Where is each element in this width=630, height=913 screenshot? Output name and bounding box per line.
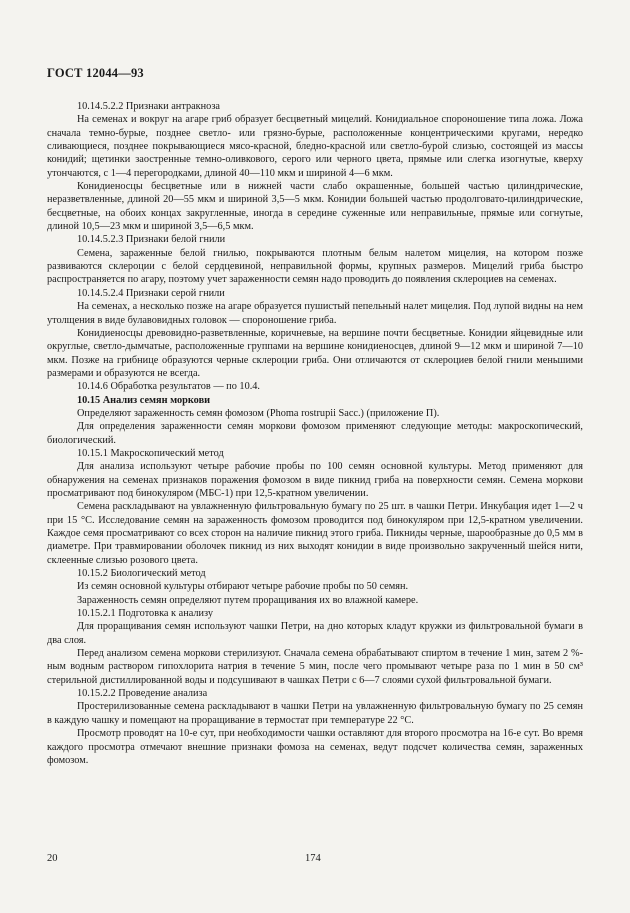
paragraph: 10.14.6 Обработка результатов — по 10.4. [77,381,261,393]
paragraph: Зараженность семян определяют путем проращивания их во влажной камере. [77,594,419,606]
paragraph: Конидиеносцы древовидно-разветвленные, коричневые, на вершине почти бесцветные. Конидии яйцевидные или округлые, светло-дымчатые, расположенные группами на вершине конидиеносцев, длиной 9—12 мкм и шириной 7—10 мкм. Позже на грибнице образуются черные склероции гриба. Они отличаются от склероциев белой гнили меньшими размерами и образуются не всегда. [47,327,583,379]
paragraph: 10.14.5.2.4 Признаки серой гнили [77,287,225,299]
section-heading: 10.15 Анализ семян моркови [77,394,211,406]
paragraph: Семена, зараженные белой гнилью, покрываются плотным белым налетом мицелия, на котором позже развиваются склероции с белой сердцевиной, неправильной формы, крупных размеров. Мицелий гриба быстро распространяется по агару, поэтому учет зараженности семян надо проводить до появления склероциев на семенах. [47,247,583,286]
paragraph: Для проращивания семян используют чашки Петри, на дно которых кладут кружки из фильтровальной бумаги в два слоя. [47,621,583,646]
paragraph: На семенах и вокруг на агаре гриб образует бесцветный мицелий. Конидиальное спороношение типа ложа. Ложа сначала темно-бурые, позднее светло- или грязно-бурые, расположенные концентрическими кругами, нередко сливающиеся, позднее покрывающиеся мясо-красной, бледно-красной или светло-бурой слизью, состоящей из массы конидий; щетинки заостренные темно-оливкового, серого или черного цвета, прямые или слегка изогнутые, кверху утончаются, с 1—4 перегородками, длиной 40—110 мкм и шириной 4—6 мкм. [47,114,583,179]
paragraph: Определяют зараженность семян фомозом (Phoma rostrupii Sacc.) (приложение П). [77,407,440,419]
paragraph: На семенах, а несколько позже на агаре образуется пушистый пепельный налет мицелия. Под лупой видны на нем утолщения в виде булавовидных головок — спороношение гриба. [47,301,583,326]
paragraph: 10.15.2 Биологический метод [77,568,206,580]
paragraph: Перед анализом семена моркови стерилизуют. Сначала семена обрабатывают спиртом в течение 1 мин, затем 2 %-ным водным раствором гипохлорита натрия в течение 5 мин, после чего промывают четыре раза по 1 мин в 50 см³ стерильной дистиллированной воды и подсушивают в чашках Петри с 6—7 слоями сухой фильтровальной бумаги. [47,648,583,686]
paragraph: 10.15.1 Макроскопический метод [77,447,224,459]
paragraph: 10.15.2.2 Проведение анализа [77,688,208,700]
paragraph: 10.15.2.1 Подготовка к анализу [77,608,214,620]
paragraph: 10.14.5.2.2 Признаки антракноза [77,101,220,112]
paragraph: Для анализа используют четыре рабочие пробы по 100 семян основной культуры. Метод применяют для обнаружения на семенах признаков поражения фомозом в виде пикнид гриба на поверхности семян. Семена моркови просматривают под бинокуляром (МБС-1) при 12,5-кратном увеличении. [47,461,583,499]
paragraph: 10.14.5.2.3 Признаки белой гнили [77,234,226,246]
folio-number: 174 [305,853,321,864]
paragraph: Из семян основной культуры отбирают четыре рабочие пробы по 50 семян. [77,581,409,593]
paragraph: Простерилизованные семена раскладывают в чашки Петри на увлажненную фильтровальную бумагу по 25 семян в каждую чашку и помещают на проращивание в термостат при температуре 22 °С. [47,701,583,726]
paragraph: Конидиеносцы бесцветные или в нижней части слабо окрашенные, большей частью цилиндрические, неразветвленные, длиной 20—55 мкм и шириной 3,5—5 мкм. Конидии большей частью продолговато-цилиндрические, бесцветные, на обоих концах закругленные, иногда в середине суженные или неправильные, прямые или согнутые, длиной 10,5—23 мкм и шириной 3,5—6,5 мкм. [47,181,583,233]
document-header: ГОСТ 12044—93 [47,66,144,80]
document-body [47,100,583,767]
paragraph: Просмотр проводят на 10-е сут, при необходимости чашки оставляют для второго просмотра на 16-е сут. Во время каждого просмотра отмечают внешние признаки фомоза на семенах, ведут подсчет количества семян, зараженных фомозом. [47,728,583,766]
page-number: 20 [47,853,58,864]
paragraph: Семена раскладывают на увлажненную фильтровальную бумагу по 25 шт. в чашки Петри. Инкубация идет 1—2 ч при 15 °С. Исследование семян на зараженность фомозом проводится под бинокуляром при 12,5-кратном увеличении. Каждое семя просматривают со всех сторон на наличие пикнид этого гриба. Пикниды черные, шарообразные до 0,5 мм в диаметре. При травмировании оболочек пикнид из них выходят конидии в виде произвольно закрученный шейся нити, склеенные слизью розового цвета. [47,501,583,566]
paragraph: Для определения зараженности семян моркови фомозом применяют следующие методы: макроскопический, биологический. [47,421,583,446]
